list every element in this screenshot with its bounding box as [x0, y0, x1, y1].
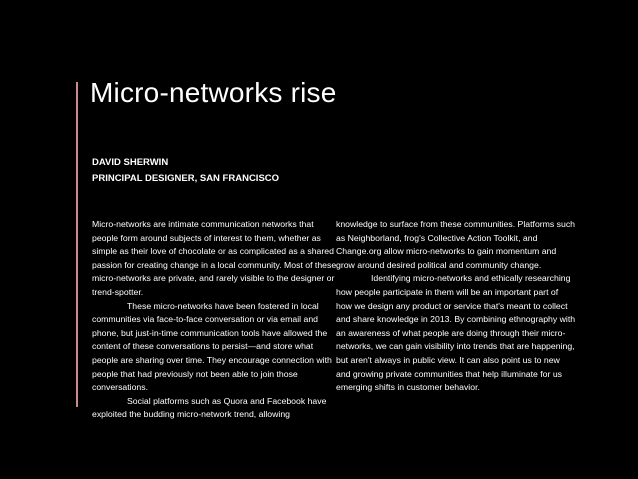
author-name: DAVID SHERWIN — [92, 157, 169, 168]
paragraph: knowledge to surface from these communities. Platforms such as Neighborland, frog's Collective Action Toolkit, and Change.org allow micro-networks to gain momentum and grow around desired political and community change. — [336, 219, 576, 270]
accent-bar — [76, 82, 78, 407]
author-role: PRINCIPAL DESIGNER, SAN FRANCISCO — [92, 173, 280, 184]
article-title: Micro-networks rise — [90, 77, 337, 108]
body-column-right — [336, 218, 576, 395]
author-byline — [92, 155, 279, 187]
paragraph: These micro-networks have been fostered in local communities via face-to-face conversation or via email and phone, but just-in-time communication tools have allowed the content of these conversations to persist—and store what people are sharing over time. They encourage connection with people that had previously not been able to join those conversations. — [92, 300, 332, 393]
paragraph: Identifying micro-networks and ethically researching how people participate in them will be an important part of how we design any product or service that's meant to collect and share knowledge in 2013. By combining ethnography with an awareness of what people are doing through their micro-networks, we can gain visibility into trends that are happening, but aren't always in public view. It can also point us to new and growing private communities that help illuminate for us emerging shifts in customer behavior. — [336, 273, 576, 393]
paragraph: Micro-networks are intimate communication networks that people form around subjects of interest to them, whether as simple as their love of chocolate or as complicated as a shared passion for creating change in a local community. Most of these micro-networks are private, and rarely visible to the designer or trend-spotter. — [92, 219, 337, 297]
paragraph: Social platforms such as Quora and Facebook have exploited the budding micro-network trend, allowing — [92, 395, 327, 420]
body-column-left — [92, 218, 338, 422]
